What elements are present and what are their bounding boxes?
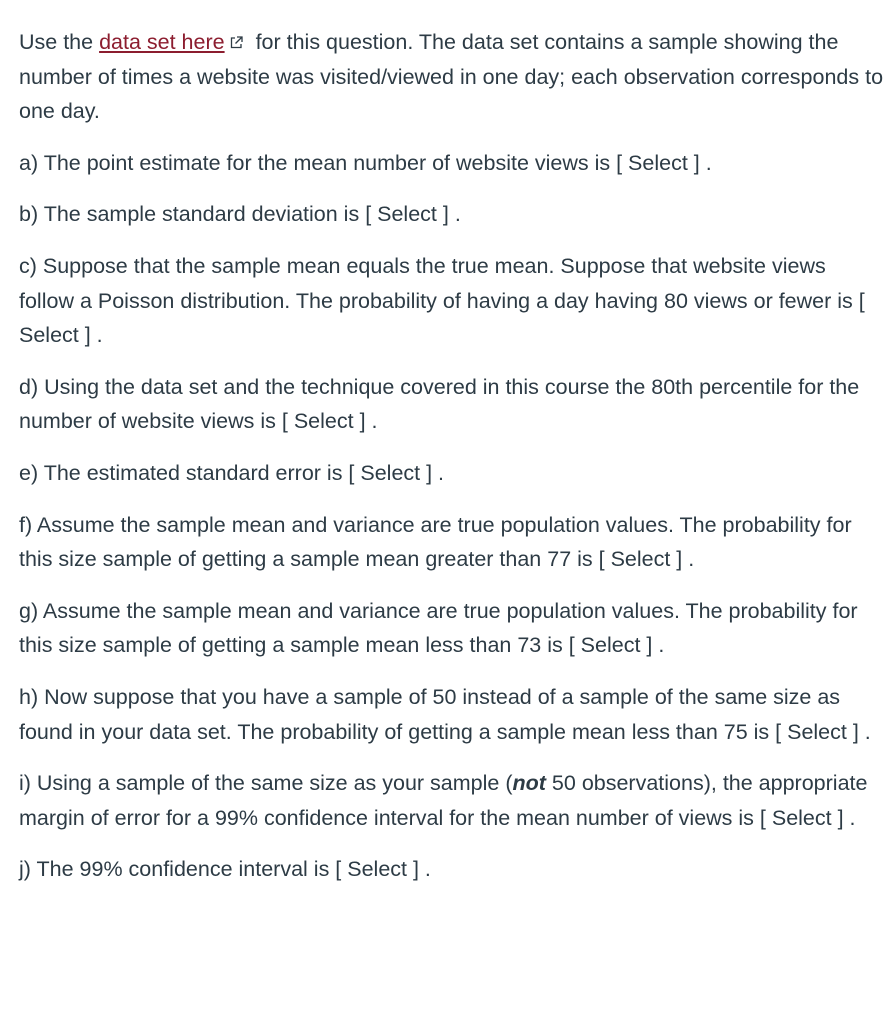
intro-text-end: for this question. The data set contains a sample showing the number of times a website was visited/viewed in one day; each observation corresponds to one day.	[19, 30, 884, 124]
question-c	[19, 249, 885, 353]
question-i	[19, 766, 885, 835]
intro-text-start: Use the	[19, 30, 100, 54]
question-d	[19, 370, 885, 439]
select-dropdown-i[interactable]: [ Select ]	[759, 805, 844, 830]
question-g	[19, 594, 885, 663]
select-dropdown-b[interactable]: [ Select ]	[365, 202, 449, 227]
question-e	[19, 456, 885, 491]
question-f-text: f) Assume the sample mean and variance are true population values. The probability for this size sample of getting a sample mean greater than 77 is	[19, 512, 852, 572]
question-content	[19, 25, 885, 904]
select-dropdown-d[interactable]: [ Select ]	[281, 409, 366, 434]
question-f	[19, 508, 885, 577]
question-a	[19, 146, 885, 181]
question-d-end: .	[365, 409, 378, 434]
question-i-text-middle: 50 observations), the appropriate margin of error for a 99% confidence interval for the mean number of views is	[19, 771, 868, 830]
question-b	[19, 197, 885, 232]
question-e-text: e) The estimated standard error is	[19, 460, 349, 485]
question-c-end: .	[90, 323, 103, 348]
select-dropdown-j[interactable]: [ Select ]	[335, 857, 419, 882]
question-i-end: .	[843, 805, 856, 830]
select-dropdown-c[interactable]: [ Select ]	[19, 288, 865, 348]
question-h	[19, 680, 885, 749]
question-a-end: .	[699, 150, 712, 175]
question-e-end: .	[432, 460, 445, 485]
question-i-emphasis: not	[512, 771, 546, 796]
select-dropdown-f[interactable]: [ Select ]	[598, 547, 683, 572]
question-h-end: .	[858, 719, 871, 744]
select-dropdown-e[interactable]: [ Select ]	[348, 460, 433, 485]
question-g-end: .	[652, 633, 665, 658]
question-i-text: i) Using a sample of the same size as your sample (	[19, 771, 513, 796]
question-f-end: .	[682, 547, 695, 572]
select-dropdown-g[interactable]: [ Select ]	[568, 633, 653, 658]
question-j	[19, 852, 885, 887]
select-dropdown-a[interactable]: [ Select ]	[616, 150, 700, 175]
question-j-text: j) The 99% confidence interval is	[19, 857, 336, 882]
data-set-link[interactable]: data set here	[99, 30, 225, 54]
question-j-end: .	[418, 857, 431, 882]
select-dropdown-h[interactable]: [ Select ]	[775, 719, 859, 744]
question-b-text: b) The sample standard deviation is	[19, 202, 366, 227]
question-g-text: g) Assume the sample mean and variance are true population values. The probability for this size sample of getting a sample mean less than 73 is	[19, 598, 858, 658]
question-a-text: a) The point estimate for the mean number of website views is	[19, 150, 617, 175]
question-b-end: .	[448, 202, 461, 227]
question-h-text: h) Now suppose that you have a sample of 50 instead of a sample of the same size as found in your data set. The probability of getting a sample mean less than 75 is	[19, 684, 841, 744]
external-link-icon[interactable]	[229, 35, 244, 50]
question-c-text: c) Suppose that the sample mean equals the true mean. Suppose that website views follow a Poisson distribution. The probability of having a day having 80 views or fewer is	[19, 253, 859, 313]
intro-paragraph	[19, 25, 885, 129]
question-d-text: d) Using the data set and the technique covered in this course the 80th percentile for the number of website views is	[19, 374, 860, 434]
